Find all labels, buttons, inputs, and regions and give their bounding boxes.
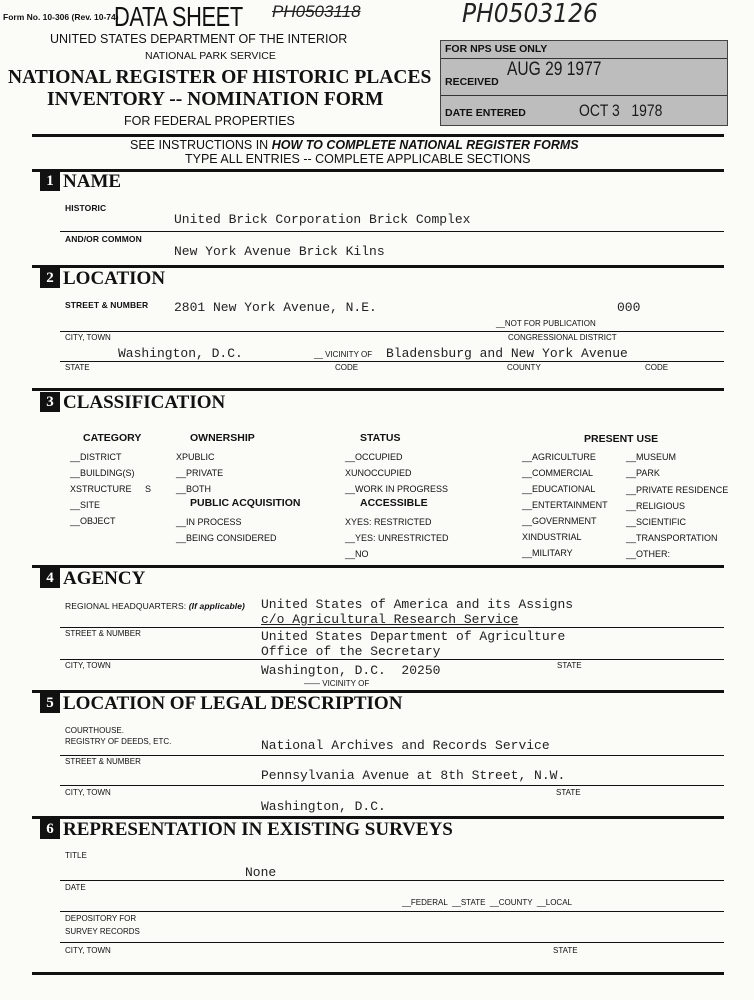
category-structure-s: S [145, 484, 152, 494]
common-name-value: New York Avenue Brick Kilns [174, 244, 385, 259]
status-unoccupied[interactable]: XUNOCCUPIED [345, 468, 412, 478]
section-6-number: 6 [40, 819, 60, 839]
legal-city-label: CITY, TOWN [65, 788, 111, 797]
historic-label: HISTORIC [65, 203, 107, 213]
use-military[interactable]: __MILITARY [522, 548, 573, 558]
service-name: NATIONAL PARK SERVICE [145, 50, 276, 62]
not-for-publication[interactable]: __NOT FOR PUBLICATION [496, 319, 596, 328]
date-entered-label: DATE ENTERED [445, 107, 526, 119]
nps-use-box [440, 40, 728, 126]
survey-date-label: DATE [65, 883, 86, 892]
section-5-number: 5 [40, 693, 60, 713]
status-header: STATUS [360, 432, 401, 444]
legal-street-label: STREET & NUMBER [65, 757, 141, 766]
form-title-line2: INVENTORY -- NOMINATION FORM [47, 89, 384, 110]
legal-city-value: Washington, D.C. [261, 799, 386, 814]
congressional-district-label: CONGRESSIONAL DISTRICT [508, 333, 617, 342]
use-private-residence[interactable]: __PRIVATE RESIDENCE [626, 485, 729, 495]
form-subtitle: FOR FEDERAL PROPERTIES [124, 114, 295, 128]
status-work-in-progress[interactable]: __WORK IN PROGRESS [345, 484, 449, 494]
form-title-line1: NATIONAL REGISTER OF HISTORIC PLACES [8, 67, 432, 88]
use-agriculture[interactable]: __AGRICULTURE [522, 452, 596, 462]
courthouse-label-line2: REGISTRY OF DEEDS, ETC. [65, 737, 172, 746]
struck-catalog-number: PH0503118 [272, 2, 361, 21]
category-district[interactable]: __DISTRICT [70, 452, 122, 462]
legal-street-value: Pennsylvania Avenue at 8th Street, N.W. [261, 768, 566, 783]
section-2-number: 2 [40, 268, 60, 288]
regional-hq-value-line2: c/o Agricultural Research Service [261, 612, 519, 627]
use-transportation[interactable]: __TRANSPORTATION [626, 533, 718, 543]
section-3-number: 3 [40, 392, 60, 412]
category-site[interactable]: __SITE [70, 500, 101, 510]
state-code-label: CODE [335, 363, 359, 372]
use-scientific[interactable]: __SCIENTIFIC [626, 517, 687, 527]
courthouse-value: National Archives and Records Service [261, 738, 550, 753]
county-code-label: CODE [645, 363, 669, 372]
use-industrial[interactable]: XINDUSTRIAL [522, 532, 582, 542]
ownership-header: OWNERSHIP [190, 432, 255, 444]
section-3-heading: 3 CLASSIFICATION [40, 392, 225, 414]
acquisition-being-considered[interactable]: __BEING CONSIDERED [176, 533, 277, 543]
courthouse-label-line1: COURTHOUSE. [65, 726, 124, 735]
agency-street-label: STREET & NUMBER [65, 629, 141, 638]
use-other[interactable]: __OTHER: [626, 549, 671, 559]
date-entered-stamp: OCT 3 1978 [579, 101, 663, 120]
district-code-value: 000 [617, 300, 641, 315]
category-header: CATEGORY [83, 432, 142, 444]
received-stamp: AUG 29 1977 [507, 59, 602, 80]
depository-label-line2: SURVEY RECORDS [65, 927, 140, 936]
agency-city-label: CITY, TOWN [65, 661, 111, 670]
present-use-header: PRESENT USE [584, 433, 659, 445]
accessible-header: ACCESSIBLE [360, 497, 428, 509]
department-name: UNITED STATES DEPARTMENT OF THE INTERIOR [50, 32, 348, 46]
accessible-no[interactable]: __NO [345, 549, 369, 559]
status-occupied[interactable]: __OCCUPIED [345, 452, 403, 462]
state-label: STATE [65, 363, 90, 372]
ownership-public[interactable]: XPUBLIC [176, 452, 215, 462]
ownership-private[interactable]: __PRIVATE [176, 468, 224, 478]
accessible-yes-restricted[interactable]: XYES: RESTRICTED [345, 517, 432, 527]
instructions-line2: TYPE ALL ENTRIES -- COMPLETE APPLICABLE SECTIONS [185, 152, 531, 166]
street-number-label: STREET & NUMBER [65, 300, 149, 310]
regional-hq-value-line1: United States of America and its Assigns [261, 597, 574, 612]
nps-use-title: FOR NPS USE ONLY [445, 43, 548, 55]
category-object[interactable]: __OBJECT [70, 516, 116, 526]
depository-label-line1: DEPOSITORY FOR [65, 914, 137, 923]
county-label: COUNTY [507, 363, 541, 372]
use-religious[interactable]: __RELIGIOUS [626, 501, 686, 511]
use-park[interactable]: __PARK [626, 468, 660, 478]
section-2-heading: 2 LOCATION [40, 268, 165, 290]
section-1-heading: 1 NAME [40, 171, 121, 193]
city-town-label: CITY, TOWN [65, 333, 111, 342]
city-value: Washington, D.C. [118, 346, 243, 361]
acquisition-in-process[interactable]: __IN PROCESS [176, 517, 242, 527]
instructions-line1: SEE INSTRUCTIONS IN HOW TO COMPLETE NATIONAL REGISTER FORMS [130, 138, 579, 152]
use-commercial[interactable]: __COMMERCIAL [522, 468, 594, 478]
section-5-heading: 5 LOCATION OF LEGAL DESCRIPTION [40, 693, 402, 715]
category-buildings[interactable]: __BUILDING(S) [70, 468, 135, 478]
agency-street-value-line1: United States Department of Agriculture [261, 629, 566, 644]
vicinity-value: Bladensburg and New York Avenue [386, 346, 628, 361]
use-museum[interactable]: __MUSEUM [626, 452, 677, 462]
agency-street-value-line2: Office of the Secretary [261, 644, 441, 659]
survey-city-label: CITY, TOWN [65, 946, 111, 955]
form-number: Form No. 10-306 (Rev. 10-74) [3, 12, 119, 22]
handwritten-catalog-number: PH0503126 [462, 0, 598, 29]
data-sheet-label: DATA SHEET [114, 1, 243, 32]
ownership-both[interactable]: __BOTH [176, 484, 212, 494]
survey-state-label: STATE [553, 946, 578, 955]
agency-state-label: STATE [557, 661, 582, 670]
category-structure[interactable]: XSTRUCTURE [70, 484, 132, 494]
agency-city-value: Washington, D.C. 20250 [261, 663, 441, 678]
received-label: RECEIVED [445, 76, 499, 88]
common-name-label: AND/OR COMMON [65, 234, 142, 244]
legal-state-label: STATE [556, 788, 581, 797]
section-1-number: 1 [40, 171, 60, 191]
section-4-number: 4 [40, 568, 60, 588]
use-government[interactable]: __GOVERNMENT [522, 516, 597, 526]
survey-title-label: TITLE [65, 851, 87, 860]
public-acquisition-header: PUBLIC ACQUISITION [190, 497, 301, 509]
regional-hq-label: REGIONAL HEADQUARTERS: (If applicable) [65, 601, 245, 611]
survey-title-value: None [245, 865, 277, 880]
use-entertainment[interactable]: __ENTERTAINMENT [522, 500, 608, 510]
agency-vicinity-label[interactable]: —— VICINITY OF [304, 679, 370, 688]
use-educational[interactable]: __EDUCATIONAL [522, 484, 596, 494]
street-number-value: 2801 New York Avenue, N.E. [174, 300, 377, 315]
accessible-yes-unrestricted[interactable]: __YES: UNRESTRICTED [345, 533, 449, 543]
vicinity-of-label[interactable]: __ VICINITY OF [314, 350, 373, 359]
section-4-heading: 4 AGENCY [40, 568, 145, 590]
historic-name-value: United Brick Corporation Brick Complex [174, 212, 471, 227]
survey-levels[interactable]: __FEDERAL __STATE __COUNTY __LOCAL [402, 898, 572, 907]
section-6-heading: 6 REPRESENTATION IN EXISTING SURVEYS [40, 819, 453, 841]
